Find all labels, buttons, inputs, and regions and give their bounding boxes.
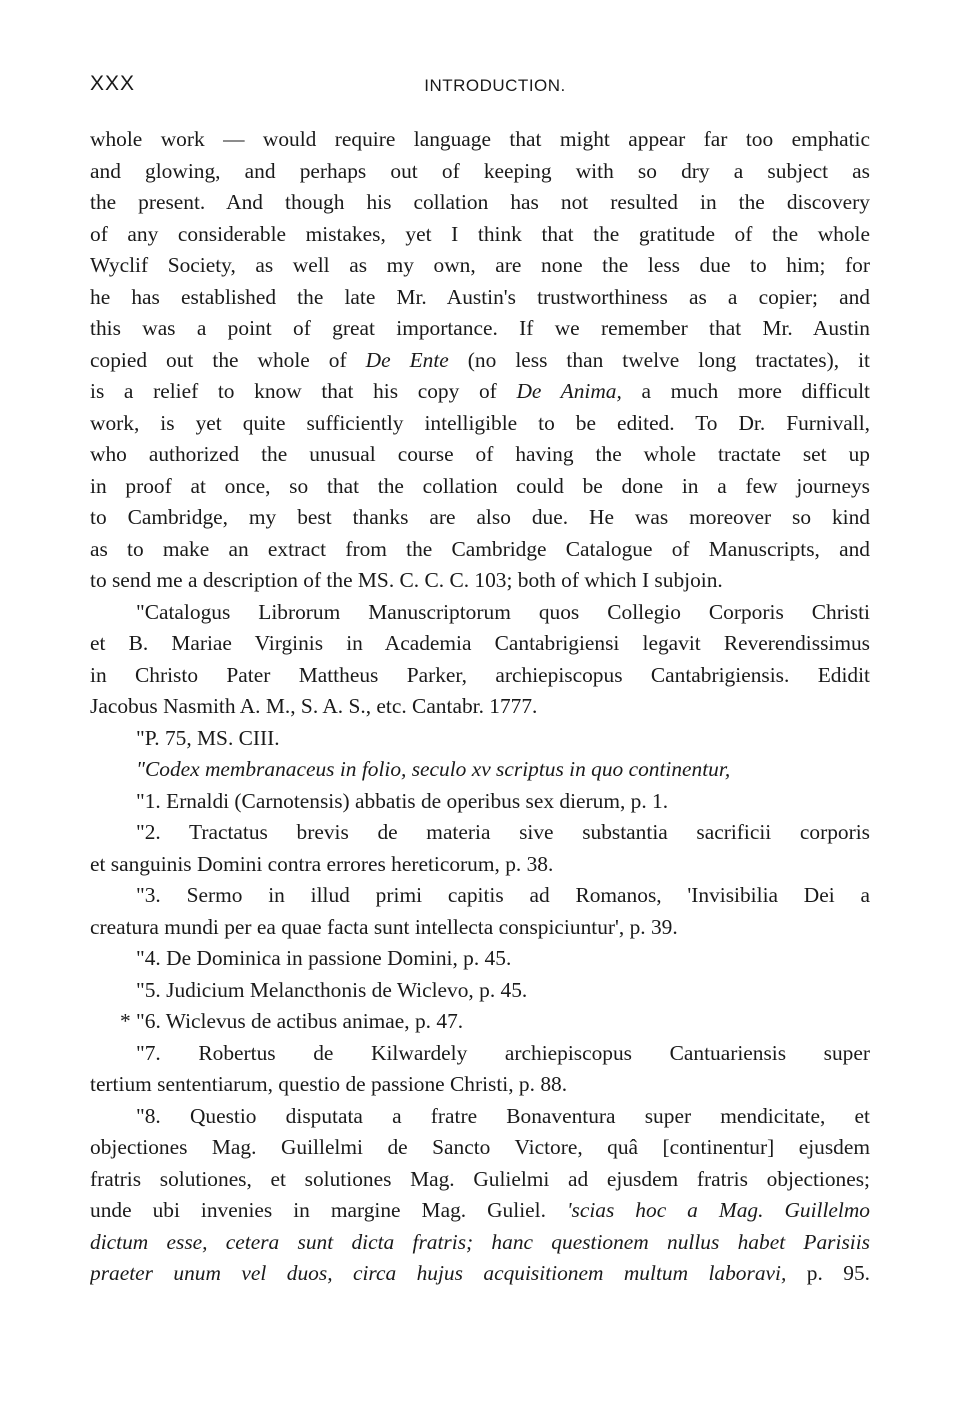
latin-quotation: praeter unum vel duos, circa hujus acquisitionem multum laboravi,	[90, 1261, 787, 1285]
list-item: "7. Robertus de Kilwardely archiepiscopus Cantuariensis super	[136, 1040, 870, 1065]
text-line: as to make an extract from the Cambridge Catalogue of Manuscripts, and	[90, 536, 870, 561]
text-line: in proof at once, so that the collation could be done in a few journeys	[90, 473, 870, 498]
list-item-continuation: fratris solutiones, et solutiones Mag. Gulielmi ad ejusdem fratris objectiones;	[90, 1166, 870, 1191]
list-item: "1. Ernaldi (Carnotensis) abbatis de operibus sex dierum, p. 1.	[136, 788, 669, 813]
text-line: Wyclif Society, as well as my own, are none the less due to him; for	[90, 253, 870, 277]
page-number: XXX	[90, 72, 136, 95]
text-line: he has established the late Mr. Austin's trustworthiness as a copier; and	[90, 284, 870, 309]
text-line	[90, 345, 870, 377]
list-item-continuation: tertium sententiarum, questio de passione Christi, p. 88.	[90, 1072, 568, 1096]
work-title-de-anima: De Anima,	[516, 379, 622, 403]
running-head: INTRODUCTION.	[424, 76, 566, 95]
latin-quotation-line	[90, 1258, 870, 1290]
book-page	[90, 72, 870, 1290]
list-item-continuation: et sanguinis Domini contra errores hereticorum, p. 38.	[90, 851, 554, 876]
list-item: "3. Sermo in illud primi capitis ad Romanos, 'Invisibilia Dei a	[136, 883, 870, 907]
catalogue-line: et B. Mariae Virginis in Academia Cantabrigiensi legavit Reverendissimus	[90, 631, 870, 655]
list-item: "5. Judicium Melancthonis de Wiclevo, p. 45.	[136, 977, 528, 1002]
text-line: work, is yet quite sufficiently intelligible to be edited. To Dr. Furnivall,	[90, 410, 870, 435]
catalogue-line: in Christo Pater Mattheus Parker, archiepiscopus Cantabrigiensis. Edidit	[90, 662, 870, 687]
work-title-de-ente: De Ente	[365, 347, 449, 372]
text-line: to Cambridge, my best thanks are also due. He was moreover so kind	[90, 505, 870, 529]
list-item-continuation: objectiones Mag. Guillelmi de Sancto Victore, quâ [continentur] ejusdem	[90, 1135, 870, 1159]
list-item: "4. De Dominica in passione Domini, p. 45.	[136, 946, 512, 970]
text-line: the present. And though his collation has not resulted in the discovery	[90, 190, 870, 214]
text-line: and glowing, and perhaps out of keeping with so dry a subject as	[90, 158, 870, 183]
text-segment: is a relief to know that his copy of	[90, 379, 517, 403]
text-line: to send me a description of the MS. C. C. C. 103; both of which I subjoin.	[90, 568, 723, 592]
list-item-continuation: creatura mundi per ea quae facta sunt intellecta conspiciuntur', p. 39.	[90, 914, 678, 939]
list-item: "8. Questio disputata a fratre Bonaventura super mendicitate, et	[136, 1103, 870, 1128]
text-segment: (no less than twelve long tractates), it	[448, 347, 870, 372]
text-segment: unde ubi invenies in margine Mag. Guliel.	[90, 1198, 567, 1222]
latin-quotation-line: dictum esse, cetera sunt dicta fratris; hanc questionem nullus habet Parisiis	[90, 1229, 870, 1254]
text-line: whole work — would require language that might appear far too emphatic	[90, 127, 870, 151]
body-text	[90, 124, 870, 1290]
text-segment: p. 95.	[786, 1261, 870, 1285]
list-item: "2. Tractatus brevis de materia sive substantia sacrificii corporis	[136, 820, 870, 844]
list-item-starred: * "6. Wiclevus de actibus animae, p. 47.	[120, 1009, 464, 1033]
text-line	[90, 376, 870, 408]
text-line: this was a point of great importance. If we remember that Mr. Austin	[90, 316, 870, 340]
text-segment: a much more difficult	[621, 379, 870, 403]
codex-reference: "P. 75, MS. CIII.	[136, 725, 280, 750]
text-segment: copied out the whole of	[90, 347, 366, 372]
page-header	[90, 72, 870, 108]
codex-title: "Codex membranaceus in folio, seculo xv scriptus in quo continentur,	[136, 757, 731, 781]
latin-quotation: 'scias hoc a Mag. Guillelmo	[566, 1198, 870, 1222]
text-line: of any considerable mistakes, yet I think that the gratitude of the whole	[90, 221, 870, 246]
list-item-continuation	[90, 1195, 870, 1227]
catalogue-line: Jacobus Nasmith A. M., S. A. S., etc. Cantabr. 1777.	[90, 694, 538, 718]
text-line: who authorized the unusual course of having the whole tractate set up	[90, 442, 870, 466]
catalogue-line: "Catalogus Librorum Manuscriptorum quos Collegio Corporis Christi	[136, 599, 870, 624]
